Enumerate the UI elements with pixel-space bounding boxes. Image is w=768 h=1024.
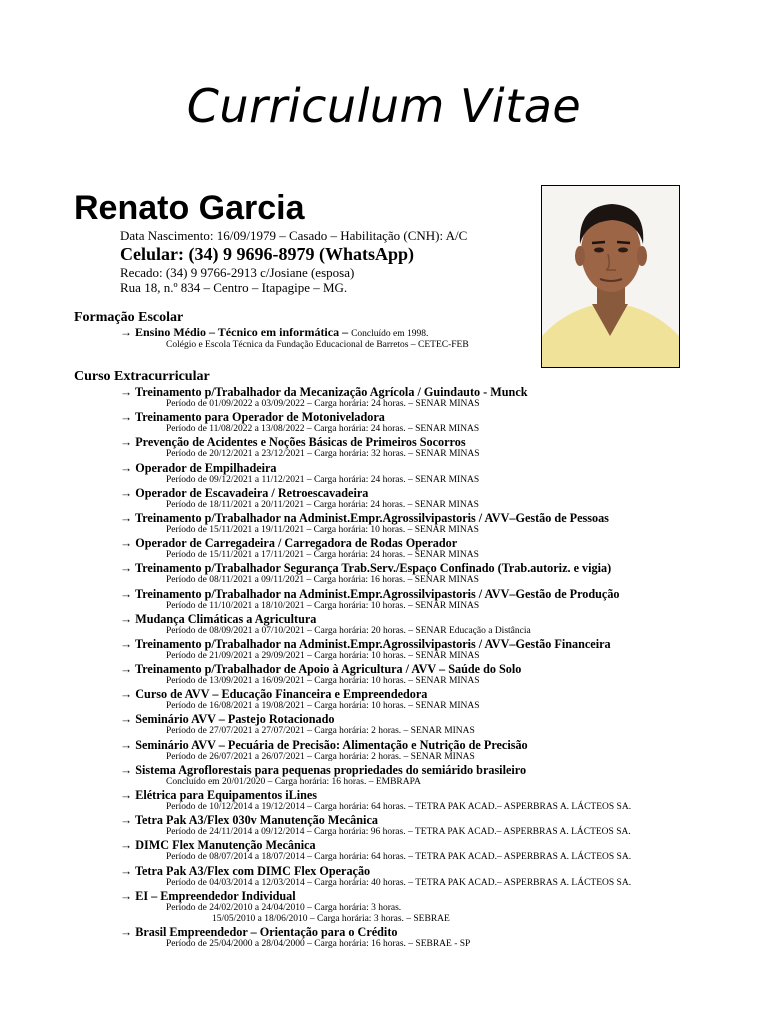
course-item	[120, 788, 740, 813]
course-item	[120, 925, 740, 950]
course-item	[120, 838, 740, 863]
course-title: → Sistema Agroflorestais para pequenas propriedades do semiárido brasileiro	[120, 762, 527, 777]
course-title: → EI – Empreendedor Individual	[120, 888, 296, 903]
course-title: → Prevenção de Acidentes e Noções Básicas de Primeiros Socorros	[120, 435, 466, 450]
course-item	[120, 461, 740, 486]
education-school: Colégio e Escola Técnica da Fundação Educacional de Barretos – CETEC-FEB	[166, 340, 469, 350]
course-title: → DIMC Flex Manutenção Mecânica	[120, 838, 316, 853]
course-title: → Treinamento p/Trabalhador de Apoio à Agricultura / AVV – Saúde do Solo	[120, 662, 522, 677]
course-title: → Elétrica para Equipamentos iLines	[120, 788, 318, 802]
course-detail: Período de 11/08/2022 a 13/08/2022 – Carga horária: 24 horas. – SENAR MINAS	[166, 424, 480, 435]
birth-line: Data Nascimento: 16/09/1979 – Casado – Habilitação (CNH): A/C	[120, 228, 468, 243]
document-title: Curriculum Vitae	[186, 79, 582, 133]
course-detail: Período de 11/10/2021 a 18/10/2021 – Carga horária: 10 horas. – SENAR MINAS	[166, 600, 480, 611]
course-title: → Mudança Climáticas a Agricultura	[120, 611, 317, 626]
course-detail: Período de 21/09/2021 a 29/09/2021 – Carga horária: 10 horas. – SENAR MINAS	[166, 650, 480, 661]
course-item	[120, 410, 740, 435]
course-item	[120, 536, 740, 561]
course-title: → Treinamento p/Trabalhador na Administ.Empr.Agrossilvipastoris / AVV–Gestão de Pessoas	[120, 510, 609, 525]
course-detail: Período de 18/11/2021 a 20/11/2021 – Carga horária: 24 horas. – SENAR MINAS	[166, 499, 479, 510]
course-detail: Período de 08/09/2021 a 07/10/2021 – Carga horária: 20 horas. – SENAR Educação a Distância	[166, 625, 531, 636]
course-title: → Operador de Carregadeira / Carregadora de Rodas Operador	[120, 536, 458, 551]
course-title: → Seminário AVV – Pecuária de Precisão: Alimentação e Nutrição de Precisão	[120, 737, 528, 752]
personal-info	[120, 228, 467, 295]
course-detail: Período de 08/11/2021 a 09/11/2021 – Carga horária: 16 horas. – SENAR MINAS	[166, 575, 479, 586]
phone-line: Celular: (34) 9 9696-8979 (WhatsApp)	[120, 244, 414, 264]
course-item	[120, 889, 740, 925]
course-item	[120, 738, 740, 763]
course-title: → Brasil Empreendedor – Orientação para o Crédito	[120, 924, 398, 939]
course-item	[120, 864, 740, 889]
recado-line: Recado: (34) 9 9766-2913 c/Josiane (esposa)	[120, 265, 355, 280]
arrow-icon: →	[120, 325, 132, 339]
course-detail: Período de 10/12/2014 a 19/12/2014 – Carga horária: 64 horas. – TETRA PAK ACAD.– ASPERBRAS A. LÁCTEOS SA.	[166, 802, 632, 812]
course-detail: Período de 20/12/2021 a 23/12/2021 – Carga horária: 32 horas. – SENAR MINAS	[166, 449, 480, 460]
course-detail-second: 15/05/2010 a 18/06/2010 – Carga horária: 3 horas. – SEBRAE	[212, 913, 450, 924]
course-title: → Treinamento para Operador de Motoniveladora	[120, 410, 385, 425]
course-title: → Treinamento p/Trabalhador na Administ.Empr.Agrossilvipastoris / AVV–Gestão Financeira	[120, 636, 611, 651]
courses-section-title: Curso Extracurricular	[74, 369, 210, 384]
course-item	[120, 385, 740, 410]
course-title: → Treinamento p/Trabalhador na Administ.Empr.Agrossilvipastoris / AVV–Gestão de Produção	[120, 586, 620, 601]
courses-list	[120, 385, 740, 950]
portrait-image	[542, 186, 679, 367]
course-title: → Treinamento p/Trabalhador Segurança Trab.Serv./Espaço Confinado (Trab.autoriz. e vigia)	[120, 561, 612, 576]
course-detail: Concluído em 20/01/2020 – Carga horária: 16 horas. – EMBRAPA	[166, 776, 421, 787]
course-detail: Período de 13/09/2021 a 16/09/2021 – Carga horária: 10 horas. – SENAR MINAS	[166, 676, 480, 687]
education-section-title: Formação Escolar	[74, 310, 184, 325]
course-title: → Treinamento p/Trabalhador da Mecanização Agrícola / Guindauto - Munck	[120, 385, 528, 399]
course-detail: Período de 08/07/2014 a 18/07/2014 – Carga horária: 64 horas. – TETRA PAK ACAD.– ASPERBRAS A. LÁCTEOS SA.	[166, 852, 632, 863]
course-item	[120, 712, 740, 737]
course-title: → Seminário AVV – Pastejo Rotacionado	[120, 712, 335, 727]
address-line: Rua 18, n.º 834 – Centro – Itapagipe – MG.	[120, 280, 348, 295]
course-title: → Tetra Pak A3/Flex 030v Manutenção Mecânica	[120, 813, 378, 828]
course-detail: Período de 01/09/2022 a 03/09/2022 – Carga horária: 24 horas. – SENAR MINAS	[166, 399, 480, 409]
course-detail: Período de 24/02/2010 a 24/04/2010 – Carga horária: 3 horas.	[166, 902, 402, 913]
course-item	[120, 587, 740, 612]
course-detail: Período de 15/11/2021 a 17/11/2021 – Carga horária: 24 horas. – SENAR MINAS	[166, 550, 479, 561]
course-detail: Período de 16/08/2021 a 19/08/2021 – Carga horária: 10 horas. – SENAR MINAS	[166, 701, 480, 712]
course-title: → Tetra Pak A3/Flex com DIMC Flex Operação	[120, 863, 371, 878]
course-item	[120, 662, 740, 687]
course-detail: Período de 27/07/2021 a 27/07/2021 – Carga horária: 2 horas. – SENAR MINAS	[166, 726, 475, 737]
course-item	[120, 813, 740, 838]
course-detail: Período de 04/03/2014 a 12/03/2014 – Carga horária: 40 horas. – TETRA PAK ACAD.– ASPERBRAS A. LÁCTEOS SA.	[166, 877, 632, 888]
course-item	[120, 511, 740, 536]
education-degree: Ensino Médio – Técnico em informática –	[135, 325, 349, 339]
course-title: → Operador de Empilhadeira	[120, 460, 277, 475]
course-item	[120, 763, 740, 788]
education-note: Concluído em 1998.	[351, 329, 429, 339]
course-detail: Período de 25/04/2000 a 28/04/2000 – Carga horária: 16 horas. – SEBRAE - SP	[166, 938, 471, 949]
course-detail: Período de 15/11/2021 a 19/11/2021 – Carga horária: 10 horas. – SENAR MINAS	[166, 524, 479, 535]
course-item	[120, 561, 740, 586]
course-item	[120, 687, 740, 712]
course-item	[120, 612, 740, 637]
course-detail: Período de 24/11/2014 a 09/12/2014 – Carga horária: 96 horas. – TETRA PAK ACAD.– ASPERBRAS A. LÁCTEOS SA.	[166, 827, 631, 838]
course-item	[120, 435, 740, 460]
course-detail: Período de 26/07/2021 a 26/07/2021 – Carga horária: 2 horas. – SENAR MINAS	[166, 751, 475, 762]
course-item	[120, 486, 740, 511]
course-item	[120, 637, 740, 662]
person-name: Renato Garcia	[74, 189, 305, 227]
course-title: → Curso de AVV – Educação Financeira e Empreendedora	[120, 687, 428, 702]
profile-photo	[541, 185, 680, 368]
course-title: → Operador de Escavadeira / Retroescavadeira	[120, 485, 369, 500]
course-detail: Período de 09/12/2021 a 11/12/2021 – Carga horária: 24 horas. – SENAR MINAS	[166, 474, 480, 485]
